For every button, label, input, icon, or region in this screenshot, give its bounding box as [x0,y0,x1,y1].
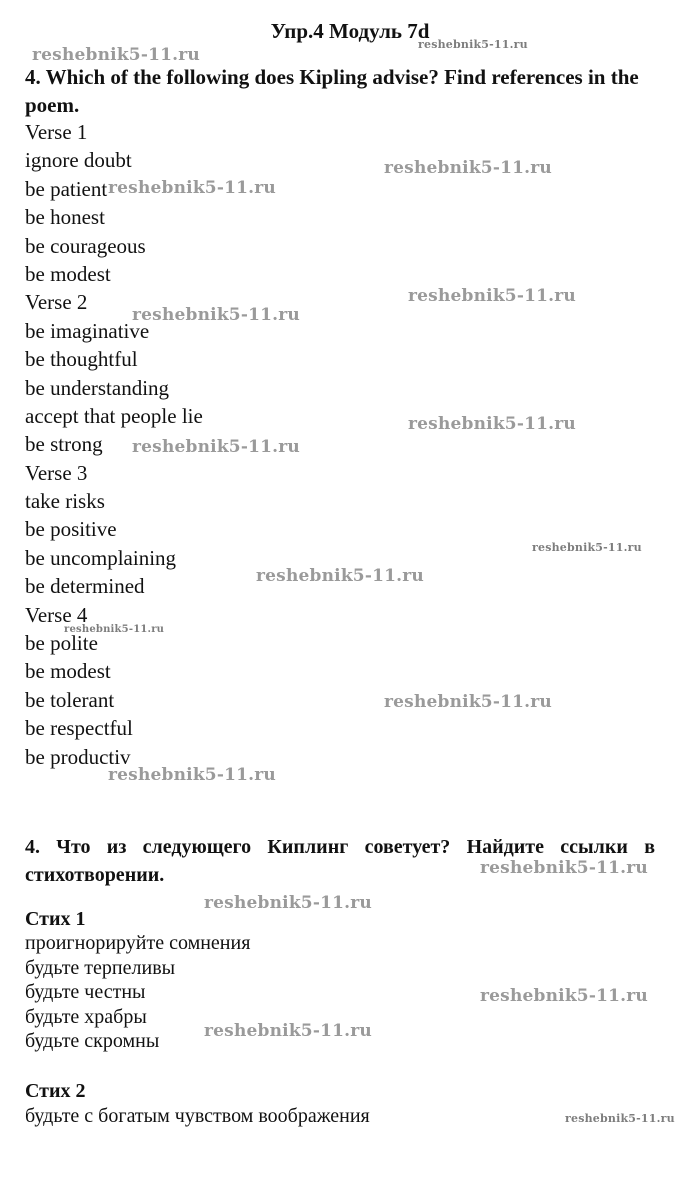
watermark: reshebnik5-11.ru [64,624,165,635]
english-line: be thoughtful [25,347,138,372]
page-title: Упр.4 Модуль 7d [270,19,430,43]
watermark: reshebnik5-11.ru [384,158,552,178]
russian-verse-2-title: Стих 2 [25,1080,86,1102]
watermark: reshebnik5-11.ru [132,437,300,457]
watermark: reshebnik5-11.ru [204,893,372,913]
english-line-verse-2: Verse 2 [25,290,88,315]
russian-verse-1-title: Стих 1 [25,908,86,930]
watermark: reshebnik5-11.ru [418,38,528,51]
watermark: reshebnik5-11.ru [32,45,200,65]
english-line: accept that people lie [25,403,203,428]
english-line: be courageous [25,233,146,258]
english-line: be uncomplaining [25,545,177,570]
watermark: reshebnik5-11.ru [480,858,648,878]
russian-line: будьте храбры [25,1005,147,1028]
watermark: reshebnik5-11.ru [204,1021,372,1041]
english-line: be positive [25,517,117,542]
english-line: be determined [25,574,145,599]
watermark: reshebnik5-11.ru [132,305,300,325]
english-line-verse-3: Verse 3 [25,460,88,485]
russian-verse-2-list [25,1104,370,1129]
english-line: be tolerant [25,687,115,712]
english-line: be understanding [25,375,170,400]
russian-line: будьте скромны [25,1030,160,1052]
english-line: be respectful [25,716,133,741]
russian-line: будьте честны [25,981,146,1003]
english-line: take risks [25,489,105,514]
watermark: reshebnik5-11.ru [384,692,552,712]
english-line-verse-1: Verse 1 [25,120,88,144]
english-line: be patient [25,176,108,201]
watermark: reshebnik5-11.ru [565,1112,675,1125]
english-line: be modest [25,659,111,684]
watermark: reshebnik5-11.ru [256,566,424,586]
english-line: ignore doubt [25,148,132,173]
english-line: be productiv [25,744,131,769]
english-line: be imaginative [25,318,150,343]
english-line: be polite [25,631,98,656]
russian-line: проигнорируйте сомнения [25,932,251,954]
russian-exercise-heading: 4. Что из следующего Киплинг советует? Найдите ссылки в стихотворении. [25,836,655,886]
english-line: be strong [25,432,103,457]
english-line-verse-4: Verse 4 [25,602,88,627]
russian-line: будьте с богатым чувством воображения [25,1105,370,1127]
russian-line: будьте терпеливы [25,956,176,979]
watermark: reshebnik5-11.ru [108,178,276,198]
english-line: be modest [25,261,111,286]
watermark: reshebnik5-11.ru [408,286,576,306]
watermark: reshebnik5-11.ru [532,541,642,554]
watermark: reshebnik5-11.ru [108,765,276,785]
watermark: reshebnik5-11.ru [408,414,576,434]
watermark: reshebnik5-11.ru [480,986,648,1006]
english-exercise-heading: 4. Which of the following does Kipling advise? Find references in the poem. [25,65,639,117]
english-line: be honest [25,205,105,230]
